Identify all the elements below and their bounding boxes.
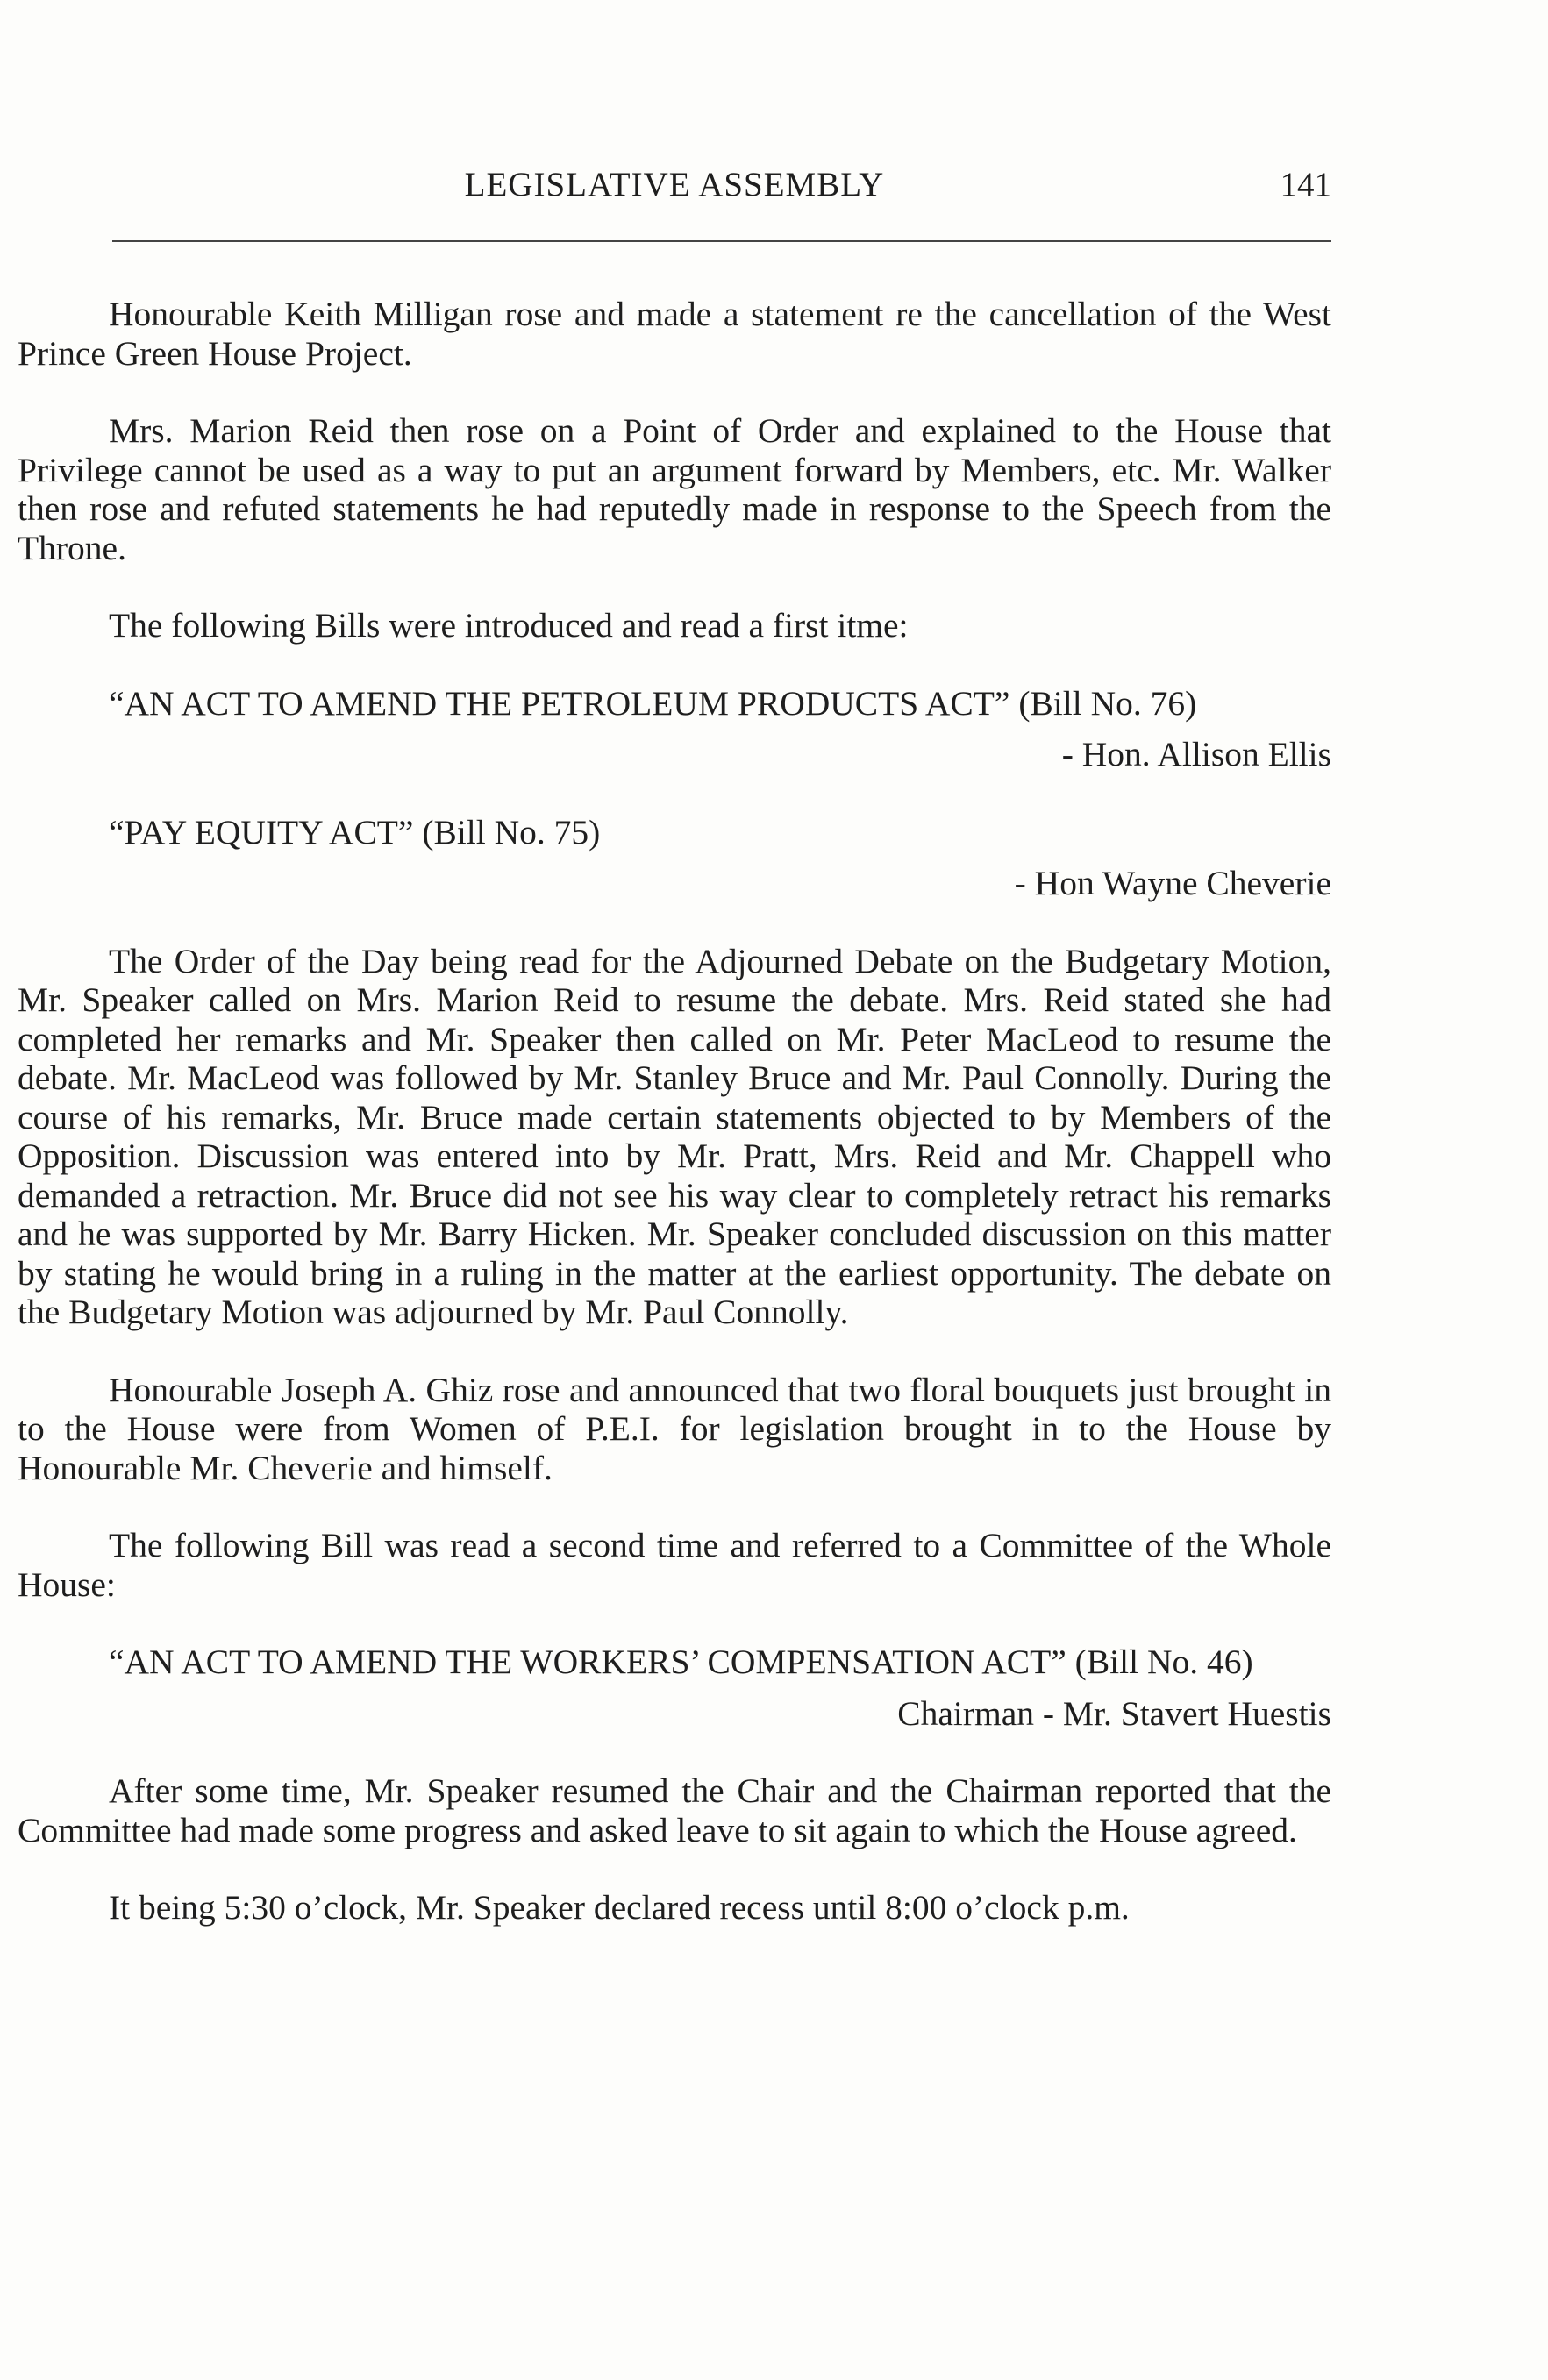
paragraph-budgetary-debate: The Order of the Day being read for the Adjourned Debate on the Budgetary Motion, Mr. Speaker called on Mrs. Marion Reid to resume the debate. Mrs. Reid stated she had completed her remarks and Mr. Speaker then called on Mr. Peter MacLeod to resume the debate. Mr. MacLeod was followed by Mr. Stanley Bruce and Mr. Paul Connolly. During the course of his remarks, Mr. Bruce made certain statements objected to by Members of the Opposition. Discussion was entered into by Mr. Pratt, Mrs. Reid and Mr. Chappell who demanded a retraction. Mr. Bruce did not see his way clear to completely retract his remarks and he was supported by Mr. Barry Hicken. Mr. Speaker concluded discussion on this matter by stating he would bring in a ruling in the matter at the earliest opportunity. The debate on the Budgetary Motion was adjourned by Mr. Paul Connolly. — [18, 941, 1331, 1331]
document-page — [18, 165, 1331, 1927]
bill-sponsor-cheverie: - Hon Wayne Cheverie — [1014, 864, 1331, 902]
page-number: 141 — [1280, 166, 1331, 203]
paragraph-point-of-order: Mrs. Marion Reid then rose on a Point of Order and explained to the House that Privilege cannot be used as a way to put an argument forward by Members, etc. Mr. Walker then rose and refuted statements he had reputedly made in response to the Speech from the Throne. — [18, 411, 1331, 567]
paragraph-recess: It being 5:30 o’clock, Mr. Speaker declared recess until 8:00 o’clock p.m. — [109, 1888, 1130, 1927]
bill-sponsor-ellis: - Hon. Allison Ellis — [1061, 735, 1331, 773]
bill-pay-equity: “PAY EQUITY ACT” (Bill No. 75) — [109, 812, 601, 852]
paragraph-floral-bouquets: Honourable Joseph A. Ghiz rose and announced that two floral bouquets just brought in to the House were from Women of P.E.I. for legislation brought in to the House by Honourable Mr. Cheverie and himself. — [18, 1370, 1331, 1487]
paragraph-milligan-statement: Honourable Keith Milligan rose and made a statement re the cancellation of the West Prince Green House Project. — [18, 295, 1331, 373]
committee-chairman: Chairman - Mr. Stavert Huestis — [897, 1693, 1331, 1733]
header-rule — [112, 240, 1331, 242]
header-title: LEGISLATIVE ASSEMBLY — [464, 166, 885, 203]
document-body — [18, 295, 1331, 1928]
page-header — [18, 165, 1331, 217]
bill-workers-compensation: “AN ACT TO AMEND THE WORKERS’ COMPENSATION ACT” (Bill No. 46) — [109, 1642, 1253, 1681]
bill-petroleum-products: “AN ACT TO AMEND THE PETROLEUM PRODUCTS ACT” (Bill No. 76) — [109, 683, 1197, 723]
paragraph-committee-report: After some time, Mr. Speaker resumed the Chair and the Chairman reported that the Committee had made some progress and asked leave to sit again to which the House agreed. — [18, 1771, 1331, 1849]
paragraph-second-reading: The following Bill was read a second time and referred to a Committee of the Whole House: — [18, 1526, 1331, 1604]
paragraph-bills-introduced: The following Bills were introduced and read a first itme: — [109, 606, 909, 645]
